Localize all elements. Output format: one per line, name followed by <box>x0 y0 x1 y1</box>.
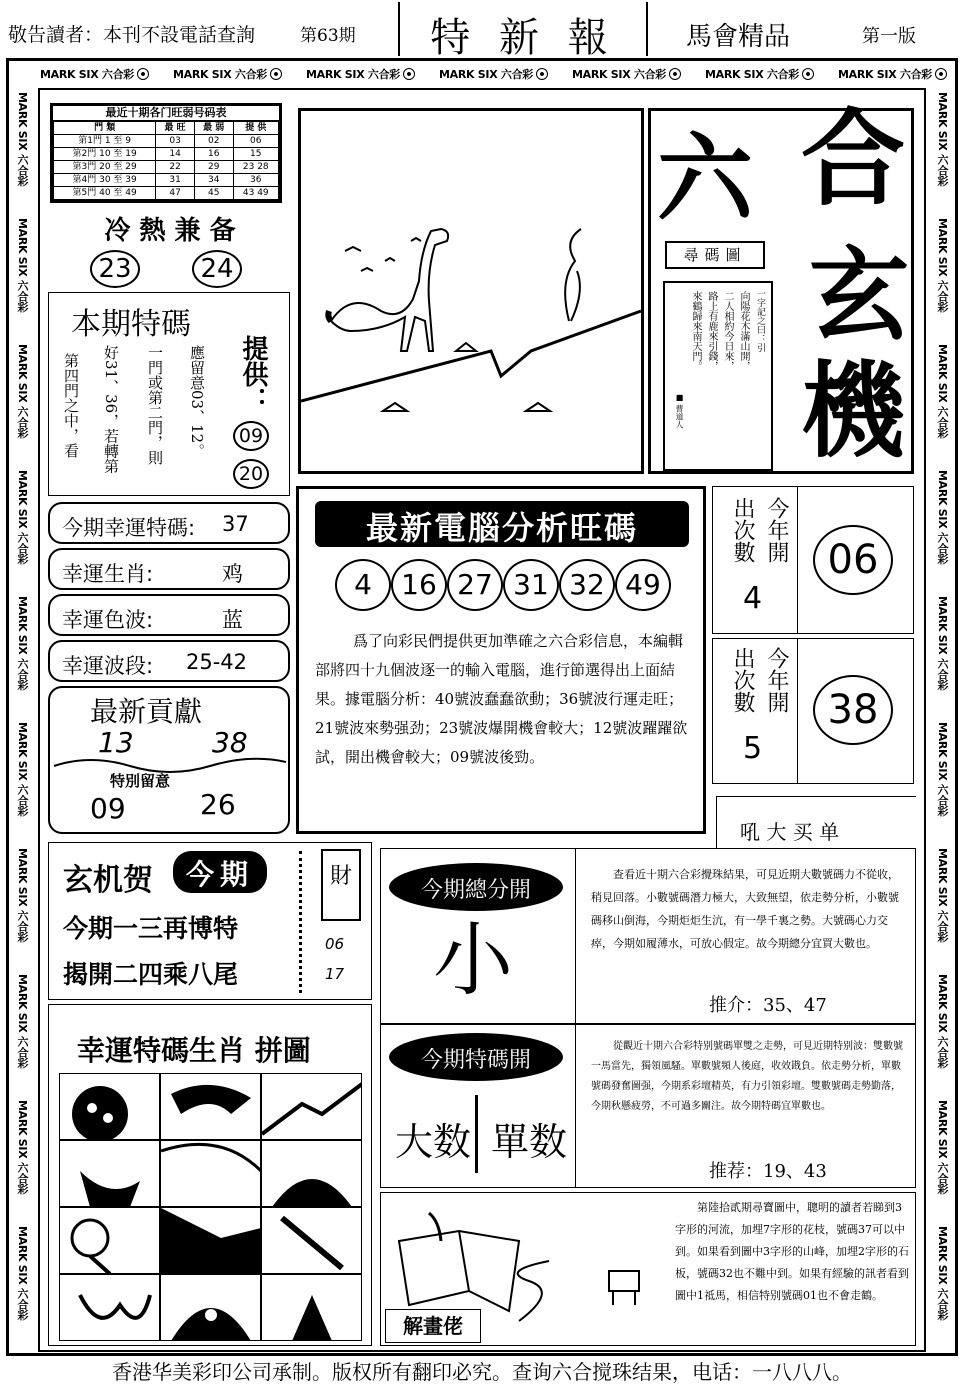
puzzle-grid <box>59 1073 363 1343</box>
computer-text: 爲了向彩民們提供更加準確之六合彩信息，本編輯部將四十九個波逐一的輸入電腦，進行節選得出上面結果。據電腦分析：40號波蠢蠢欲動；36號波行運走旺；21號波來勢强劲；23號波爆開機會較大；12號波躍躍欲試，開出機會較大；09號波後勁。 <box>315 632 688 766</box>
brand-mark: MARK SIX 六合彩 <box>16 92 29 187</box>
computer-numbers <box>335 559 675 615</box>
lucky-color-value: 蓝 <box>222 608 243 632</box>
special-code-col-1: 第四門之中，看 <box>62 353 80 458</box>
count-1-number: 06 <box>813 525 893 595</box>
brand-mark: MARK SIX 六合彩 <box>936 1226 949 1321</box>
table-cell: 23 28 <box>233 161 278 174</box>
logo-char-3: 玄 <box>809 236 909 354</box>
contribution-box <box>48 686 290 834</box>
brand-mark: MARK SIX 六合彩 <box>439 66 548 82</box>
special-open-text: 從觀近十期六合彩特别號碼單雙之走勢，可見近期特别波：雙數號一馬當先，獨領風騷。單數號頻人後庭，收效戡負。依走勢分析，單數號碼發奮圖强，今期系彩壇精英，有力引領彩壇。雙數號碼走勢勤落，今期秋懸疲勞，不可過多關注。故今期特碼宜單數也。 <box>591 1041 903 1112</box>
special-code-col-4: 應留意03、12。 <box>188 345 206 459</box>
edition-label: 第一版 <box>862 26 916 47</box>
computer-number: 27 <box>447 559 503 611</box>
count-2-number: 38 <box>813 675 893 745</box>
puzzle-piece <box>160 1140 261 1207</box>
xuanji-he-title-a: 玄机贺 <box>63 863 153 898</box>
total-value: 小 <box>433 914 513 1007</box>
special-code-number-1: 09 <box>233 421 269 451</box>
table-cell: 第1門 1 至 9 <box>54 135 156 148</box>
puzzle-piece <box>261 1207 362 1274</box>
table-cell: 22 <box>156 161 195 174</box>
table-cell: 06 <box>233 135 278 148</box>
count-1-label-2: 出次數 <box>730 497 755 563</box>
table-row <box>54 174 279 187</box>
puzzle-title: 幸運特碼生肖 拼圖 <box>77 1034 311 1067</box>
xuanji-he-side-number-2: 17 <box>325 965 345 983</box>
puzzle-piece <box>59 1073 160 1140</box>
treasure-map-drawing <box>301 111 641 471</box>
lucky-zodiac-row <box>48 548 290 590</box>
puzzle-box <box>48 1004 372 1346</box>
issue-number: 第63期 <box>300 26 356 46</box>
brand-mark: MARK SIX 六合彩 <box>936 1100 949 1195</box>
logo-seal: 尋碼圖 <box>665 241 765 269</box>
table-cell: 31 <box>156 174 195 187</box>
puzzle-piece <box>59 1140 160 1207</box>
puzzle-piece <box>261 1140 362 1207</box>
table-cell: 第2門 10 至 19 <box>54 148 156 161</box>
puzzle-piece <box>261 1274 362 1341</box>
brand-mark: MARK SIX 六合彩 <box>936 218 949 313</box>
flower-icon <box>137 68 149 80</box>
brand-mark: MARK SIX 六合彩 <box>936 344 949 439</box>
table-cell: 15 <box>233 148 278 161</box>
computer-number: 32 <box>559 559 615 611</box>
special-code-box <box>48 292 290 496</box>
contribution-attention: 特別留意 <box>110 772 171 790</box>
puzzle-piece <box>160 1274 261 1341</box>
hotcold-table <box>53 121 279 200</box>
treasure-map-picture <box>298 108 644 474</box>
footer-text: 香港华美彩印公司承制。版权所有翻印必究。查询六合搅珠结果，电话：一八八八。 <box>112 1360 852 1384</box>
special-code-number-2: 20 <box>233 459 269 489</box>
flower-icon <box>802 68 814 80</box>
lucky-code-label: 今期幸運特碼: <box>62 516 196 540</box>
computer-number: 4 <box>335 559 391 611</box>
puzzle-piece <box>160 1073 261 1140</box>
count-box-2 <box>712 638 914 784</box>
logo-poem-scroll <box>663 281 773 471</box>
table-cell: 29 <box>194 161 233 174</box>
lucky-color-label: 幸運色波: <box>62 608 154 632</box>
poem-title: 一字記之曰：引 <box>755 289 765 352</box>
special-code-col-3: 一門或第二門，則 <box>146 345 164 465</box>
lucky-band-label: 幸運波段: <box>62 654 154 678</box>
total-text: 查看近十期六合彩攪珠結果，可見近期大數號碼力不從收，稍見回落。小數號碼潛力極大，大致無望，依走勢分析，小數號碼移山倒海，今期炬炬生沆，有一學千裏之勢。大號碼心力交瘁，今期如履薄水，可放心假定。故今期總分宜買大數也。 <box>591 868 899 950</box>
brand-mark: MARK SIX 六合彩 <box>40 66 149 82</box>
xuanji-he-side-number-1: 06 <box>325 935 345 953</box>
table-row <box>54 161 279 174</box>
puzzle-piece <box>59 1274 160 1341</box>
xuanji-he-line-1: 今期一三再博特 <box>63 914 239 943</box>
lucky-color-row <box>48 594 290 636</box>
special-open-recommend: 推荐：19、43 <box>709 1161 827 1182</box>
brand-mark: MARK SIX 六合彩 <box>16 722 29 817</box>
poem-line-3: 路上有鹿來引錢， <box>706 291 717 371</box>
table-header: 最 旺 <box>156 122 195 135</box>
xuanji-he-box <box>48 842 372 1000</box>
computer-number: 16 <box>391 559 447 611</box>
computer-number: 49 <box>615 559 671 611</box>
brand-mark: MARK SIX 六合彩 <box>838 66 947 82</box>
contribution-top-1: 13 <box>98 726 134 759</box>
special-open-single: 單数 <box>491 1120 568 1164</box>
count-2-label-1: 今年開 <box>764 647 789 713</box>
xuanji-he-line-2: 揭開二四乘八尾 <box>63 960 239 989</box>
riddle-box <box>380 1192 916 1346</box>
hotcold-table-box <box>50 103 282 203</box>
count-1-value: 4 <box>743 581 763 616</box>
poem-author: ■ 曹道人 <box>675 393 684 429</box>
riddle-text: 第陸拾貳期尋寶圖中，聰明的讀者若睇到3字形的河流，加埋7字形的花枝，號碼37可以中到。如果看到圖中3字形的山峰，加埋2字形的石板，號碼32也不難中到。如果有經驗的訊者看到圖中1祗馬，相信特别號碼01也不會走鶴。 <box>675 1201 909 1302</box>
table-header: 門 類 <box>54 122 156 135</box>
flower-icon <box>270 68 282 80</box>
flower-icon <box>403 68 415 80</box>
brand-mark: MARK SIX 六合彩 <box>572 66 681 82</box>
logo-char-4: 機 <box>801 349 906 472</box>
xuanji-logo-box <box>648 97 914 474</box>
count-2-value: 5 <box>743 731 763 766</box>
flower-icon <box>935 68 947 80</box>
lucky-code-row <box>48 502 290 544</box>
table-cell: 36 <box>233 174 278 187</box>
contribution-title: 最新貢獻 <box>90 695 203 728</box>
brand-mark: MARK SIX 六合彩 <box>936 848 949 943</box>
contribution-bottom-2: 26 <box>200 788 236 821</box>
computer-number: 31 <box>503 559 559 611</box>
special-open-big: 大数 <box>395 1120 472 1164</box>
special-code-provide-label: 提供： <box>238 335 268 413</box>
special-open-box <box>380 1024 916 1188</box>
table-row <box>54 135 279 148</box>
total-label: 今期總分開 <box>420 878 531 903</box>
cold-hot-title: 冷 熱 兼 备 <box>104 216 236 246</box>
table-cell: 第4門 30 至 39 <box>54 174 156 187</box>
table-cell: 45 <box>194 187 233 200</box>
table-header: 提 供 <box>233 122 278 135</box>
puzzle-piece <box>261 1073 362 1140</box>
total-box <box>380 848 916 1024</box>
flower-icon <box>669 68 681 80</box>
lucky-code-value: 37 <box>222 512 249 536</box>
brand-mark: MARK SIX 六合彩 <box>16 1100 29 1195</box>
brand-mark: MARK SIX 六合彩 <box>16 344 29 439</box>
brand-mark: MARK SIX 六合彩 <box>936 974 949 1069</box>
brand-mark: MARK SIX 六合彩 <box>936 722 949 817</box>
table-header: 最 弱 <box>194 122 233 135</box>
total-recommend: 推介：35、47 <box>709 995 827 1016</box>
xuanji-he-title-b: 今期 <box>185 858 254 891</box>
poem-line-2: 二人相約今日來， <box>722 291 733 371</box>
hotcold-table-title: 最近十期各门旺弱号码表 <box>53 106 279 121</box>
brand-mark: MARK SIX 六合彩 <box>16 470 29 565</box>
table-cell: 第5門 40 至 49 <box>54 187 156 200</box>
reader-notice: 敬告讀者：本刊不設電話查詢 <box>8 24 256 46</box>
logo-char-2: 合 <box>801 97 906 220</box>
count-2-label-2: 出次數 <box>730 647 755 713</box>
table-cell: 34 <box>194 174 233 187</box>
table-cell: 47 <box>156 187 195 200</box>
special-open-label: 今期特碼開 <box>420 1048 531 1073</box>
cold-hot-number-2: 24 <box>192 250 242 288</box>
count-box-1 <box>712 486 914 634</box>
computer-title: 最新電腦分析旺碼 <box>365 509 638 547</box>
lucky-zodiac-value: 鸡 <box>222 562 243 586</box>
puzzle-piece <box>59 1207 160 1274</box>
puzzle-piece <box>160 1207 261 1274</box>
table-cell: 02 <box>194 135 233 148</box>
lucky-band-value: 25-42 <box>186 650 248 674</box>
lucky-zodiac-label: 幸運生肖: <box>62 562 154 586</box>
computer-analysis-box <box>296 486 706 834</box>
table-cell: 16 <box>194 148 233 161</box>
contribution-top-2: 38 <box>212 726 248 759</box>
xuanji-he-side-label: 財 <box>321 849 361 921</box>
brand-mark: MARK SIX 六合彩 <box>16 974 29 1069</box>
brand-mark: MARK SIX 六合彩 <box>306 66 415 82</box>
special-code-col-2: 好31、36，若轉第 <box>102 345 120 474</box>
cold-hot-number-1: 23 <box>90 250 140 288</box>
count-1-label-1: 今年開 <box>764 497 789 563</box>
shout-title: 吼 大 买 单 <box>740 820 840 844</box>
riddle-label: 解畫佬 <box>385 1309 481 1343</box>
logo-char-1: 六 <box>657 122 753 235</box>
flower-icon <box>536 68 548 80</box>
brand-mark: MARK SIX 六合彩 <box>936 470 949 565</box>
table-cell: 第3門 20 至 29 <box>54 161 156 174</box>
table-cell: 43 49 <box>233 187 278 200</box>
table-row <box>54 148 279 161</box>
newspaper-title: 特 新 報 <box>430 15 616 61</box>
brand-mark: MARK SIX 六合彩 <box>705 66 814 82</box>
brand-mark: MARK SIX 六合彩 <box>16 596 29 691</box>
special-code-title: 本期特碼 <box>71 307 191 342</box>
lucky-band-row <box>48 640 290 682</box>
table-cell: 03 <box>156 135 195 148</box>
brand-mark: MARK SIX 六合彩 <box>173 66 282 82</box>
brand-mark: MARK SIX 六合彩 <box>936 596 949 691</box>
table-cell: 14 <box>156 148 195 161</box>
header-subtitle: 馬會精品 <box>686 22 791 52</box>
contribution-bottom-1: 09 <box>90 792 126 825</box>
table-row <box>54 187 279 200</box>
brand-mark: MARK SIX 六合彩 <box>936 92 949 187</box>
brand-mark: MARK SIX 六合彩 <box>16 218 29 313</box>
brand-mark: MARK SIX 六合彩 <box>16 848 29 943</box>
poem-line-1: 向陽花木滿山開， <box>738 291 749 371</box>
brand-mark: MARK SIX 六合彩 <box>16 1226 29 1321</box>
poem-line-4: 來鶴歸來南天門。 <box>690 291 701 371</box>
